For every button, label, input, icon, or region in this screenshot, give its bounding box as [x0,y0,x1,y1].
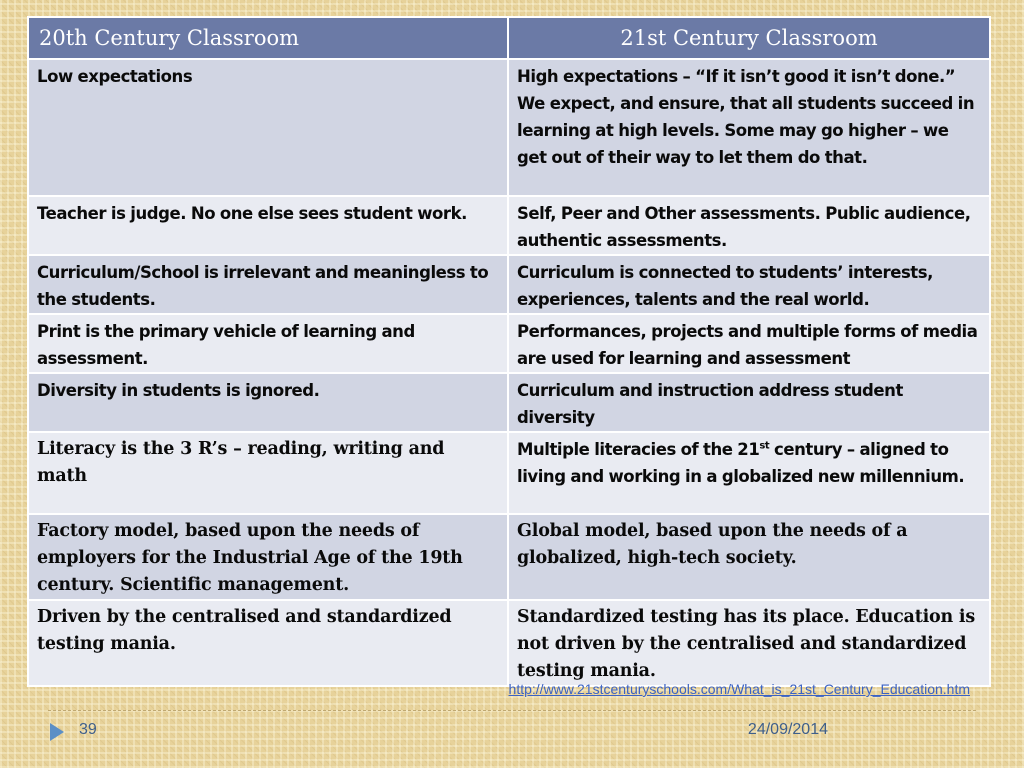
cell-21st: Multiple literacies of the 21st century – aligned to living and working in a globalized new millennium. [508,432,990,514]
arrow-right-icon [50,723,64,741]
cell-20th: Print is the primary vehicle of learning and assessment. [28,314,508,373]
table-header-row [28,17,990,59]
page-number: 39 [79,721,97,738]
cell-21st: Curriculum is connected to students’ interests, experiences, talents and the real world. [508,255,990,314]
cell-20th: Literacy is the 3 R’s – reading, writing and math [28,432,508,514]
source-link[interactable]: http://www.21stcenturyschools.com/What_is_21st_Century_Education.htm [508,681,970,697]
footer-divider [48,710,976,711]
cell-21st: Standardized testing has its place. Education is not driven by the centralised and standardized testing mania. [508,600,990,686]
table-row [28,514,990,600]
superscript-st: st [759,440,770,452]
table-row [28,196,990,255]
table-row [28,432,990,514]
table-row [28,373,990,432]
cell-21st: High expectations – “If it isn’t good it isn’t done.” We expect, and ensure, that all students succeed in learning at high levels. Some may go higher – we get out of their way to let them do that. [508,59,990,196]
cell-20th: Factory model, based upon the needs of employers for the Industrial Age of the 19th century. Scientific management. [28,514,508,600]
header-20th-century: 20th Century Classroom [28,17,508,59]
cell-21st: Performances, projects and multiple forms of media are used for learning and assessment [508,314,990,373]
cell-20th: Driven by the centralised and standardized testing mania. [28,600,508,686]
cell-21st: Self, Peer and Other assessments. Public audience, authentic assessments. [508,196,990,255]
table-row [28,255,990,314]
slide-date: 24/09/2014 [747,721,828,738]
comparison-table [27,16,991,687]
cell-21st: Curriculum and instruction address student diversity [508,373,990,432]
cell-20th: Low expectations [28,59,508,196]
table-row [28,59,990,196]
cell-20th: Teacher is judge. No one else sees student work. [28,196,508,255]
header-21st-century: 21st Century Classroom [508,17,990,59]
cell-21st: Global model, based upon the needs of a globalized, high-tech society. [508,514,990,600]
table-row [28,600,990,686]
table-row [28,314,990,373]
cell-20th: Curriculum/School is irrelevant and meaningless to the students. [28,255,508,314]
cell-20th: Diversity in students is ignored. [28,373,508,432]
